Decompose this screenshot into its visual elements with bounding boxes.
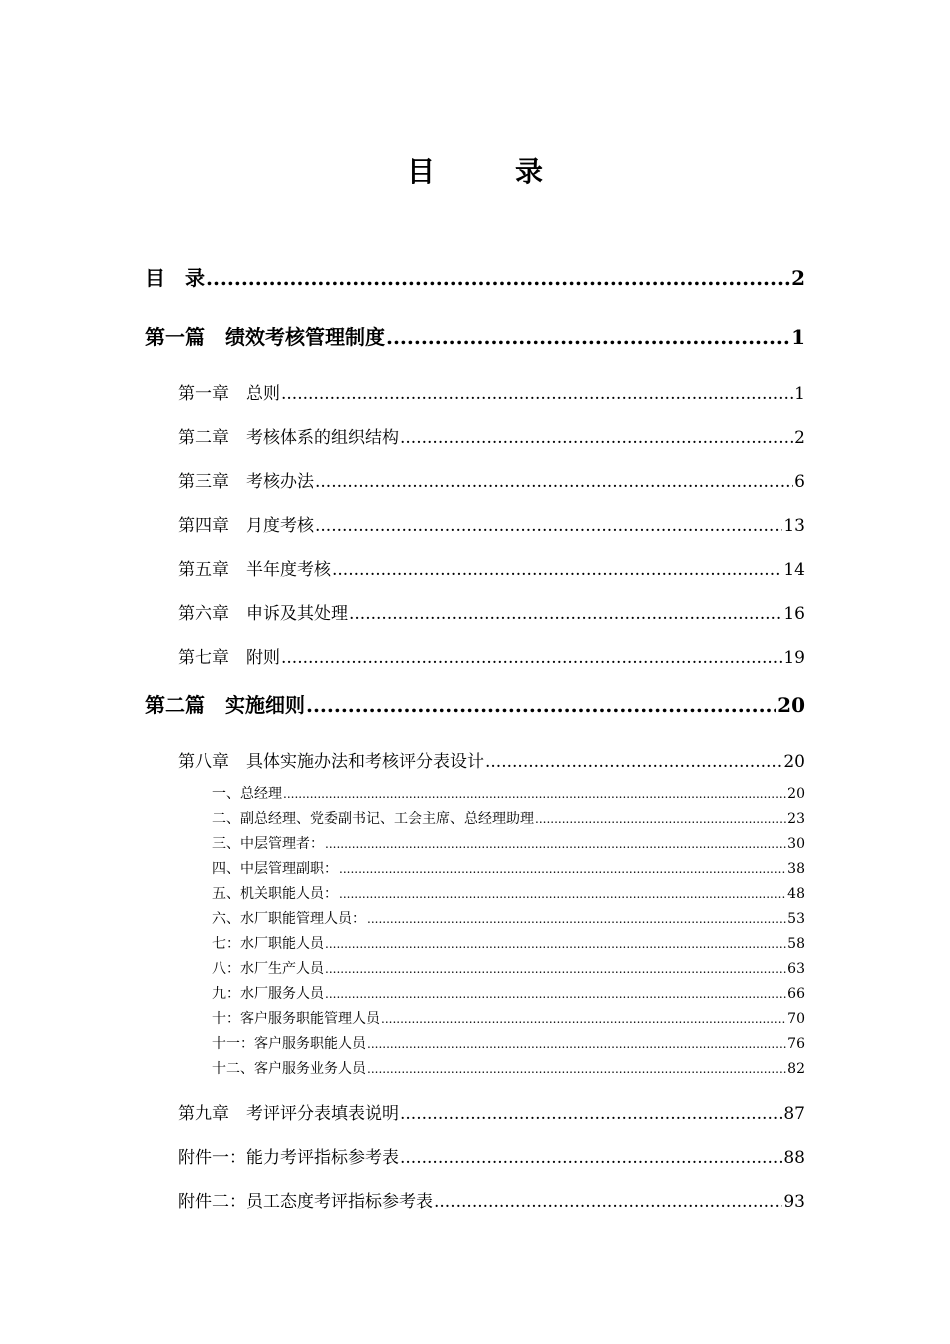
toc-entry[interactable] (212, 833, 805, 853)
toc-entry-label: 第四章 月度考核 (178, 516, 314, 536)
toc-entry-page: 48 (787, 886, 805, 902)
toc-entry-label: 七：水厂职能人员 (212, 936, 324, 952)
toc-entry-label: 第一篇 绩效考核管理制度 (145, 325, 385, 349)
toc-entry[interactable] (178, 1099, 805, 1124)
toc-entry-label: 十二、客户服务业务人员 (212, 1061, 366, 1077)
dot-leader (325, 986, 786, 1002)
toc-entry-page: 14 (783, 560, 805, 580)
toc-entry-label: 第二篇 实施细则 (145, 693, 305, 717)
toc-entry-label: 五、机关职能人员： (212, 886, 338, 902)
dot-leader (281, 648, 782, 668)
dot-leader (332, 560, 782, 580)
toc-entry-page: 20 (787, 786, 805, 802)
dot-leader (485, 752, 782, 772)
toc-entry-label: 九：水厂服务人员 (212, 986, 324, 1002)
toc-entry-label: 一、总经理 (212, 786, 282, 802)
toc-entry[interactable] (178, 643, 805, 668)
toc-entry-page: 93 (783, 1192, 805, 1212)
toc-entry[interactable] (212, 1058, 805, 1078)
dot-leader (434, 1192, 782, 1212)
toc-entry-page: 82 (787, 1061, 805, 1077)
toc-entry[interactable] (178, 1187, 805, 1212)
dot-leader (281, 384, 793, 404)
dot-leader (339, 886, 786, 902)
toc-entry-label: 第七章 附则 (178, 648, 280, 668)
toc-entry-label: 四、中层管理副职： (212, 861, 338, 877)
toc-entry-page: 76 (787, 1036, 805, 1052)
dot-leader (206, 266, 790, 290)
toc-entry-page: 1 (794, 384, 805, 404)
toc-entry-page: 13 (783, 516, 805, 536)
toc-entry-label: 附件一：能力考评指标参考表 (178, 1148, 399, 1168)
toc-entry-label: 二、副总经理、党委副书记、工会主席、总经理助理 (212, 811, 534, 827)
toc-entry-page: 6 (794, 472, 805, 492)
toc-entry[interactable] (145, 689, 805, 718)
toc-entry[interactable] (178, 379, 805, 404)
toc-entry-page: 38 (787, 861, 805, 877)
dot-leader (339, 861, 786, 877)
toc-entry[interactable] (178, 423, 805, 448)
toc-entry-label: 第六章 申诉及其处理 (178, 604, 348, 624)
dot-leader (400, 1148, 782, 1168)
toc-entry-page: 70 (787, 1011, 805, 1027)
dot-leader (386, 325, 790, 349)
dot-leader (400, 428, 793, 448)
toc-entry[interactable] (178, 599, 805, 624)
toc-entry-page: 63 (787, 961, 805, 977)
toc-entry-page: 1 (791, 325, 805, 349)
toc-entry-label: 第一章 总则 (178, 384, 280, 404)
toc-entry-page: 53 (787, 911, 805, 927)
toc-entry-label: 第九章 考评评分表填表说明 (178, 1104, 399, 1124)
toc-entry-label: 附件二：员工态度考评指标参考表 (178, 1192, 433, 1212)
toc-entry-label: 目 录 (145, 266, 205, 290)
toc-entry[interactable] (212, 933, 805, 953)
toc-entry-page: 88 (783, 1148, 805, 1168)
toc-entry-label: 第三章 考核办法 (178, 472, 314, 492)
toc-entry-label: 十一：客户服务职能人员 (212, 1036, 366, 1052)
dot-leader (381, 1011, 786, 1027)
dot-leader (325, 836, 786, 852)
toc-entry-page: 30 (787, 836, 805, 852)
toc-entry[interactable] (212, 1033, 805, 1053)
toc-entry[interactable] (178, 467, 805, 492)
toc-entry[interactable] (145, 321, 805, 350)
toc-entry[interactable] (212, 883, 805, 903)
dot-leader (315, 472, 793, 492)
toc-entry-label: 六、水厂职能管理人员： (212, 911, 366, 927)
toc-entry-page: 2 (794, 428, 805, 448)
toc-entry-page: 20 (777, 693, 805, 717)
document-title: 目 录 (406, 155, 569, 188)
toc-entry[interactable] (145, 262, 805, 291)
dot-leader (325, 936, 786, 952)
toc-entry[interactable] (212, 858, 805, 878)
toc-entry-label: 第五章 半年度考核 (178, 560, 331, 580)
dot-leader (283, 786, 786, 802)
toc-entry-page: 66 (787, 986, 805, 1002)
dot-leader (349, 604, 782, 624)
toc-entry[interactable] (212, 908, 805, 928)
dot-leader (325, 961, 786, 977)
dot-leader (367, 1061, 786, 1077)
toc-entry[interactable] (178, 747, 805, 772)
toc-entry-page: 19 (783, 648, 805, 668)
toc-entry-label: 三、中层管理者： (212, 836, 324, 852)
toc-entry-label: 第八章 具体实施办法和考核评分表设计 (178, 752, 484, 772)
toc-entry-page: 23 (787, 811, 805, 827)
dot-leader (367, 911, 786, 927)
dot-leader (535, 811, 786, 827)
toc-entry[interactable] (212, 1008, 805, 1028)
toc-entry[interactable] (178, 555, 805, 580)
dot-leader (315, 516, 782, 536)
toc-entry[interactable] (178, 1143, 805, 1168)
toc-entry[interactable] (178, 511, 805, 536)
toc-entry[interactable] (212, 783, 805, 803)
toc-entry-label: 八：水厂生产人员 (212, 961, 324, 977)
toc-entry-page: 20 (783, 752, 805, 772)
dot-leader (306, 693, 776, 717)
toc-entry-page: 2 (791, 266, 805, 290)
toc-entry-label: 十：客户服务职能管理人员 (212, 1011, 380, 1027)
dot-leader (400, 1104, 782, 1124)
toc-entry-page: 58 (787, 936, 805, 952)
toc-entry-page: 87 (783, 1104, 805, 1124)
toc-entry[interactable] (212, 983, 805, 1003)
toc-entry-page: 16 (783, 604, 805, 624)
dot-leader (367, 1036, 786, 1052)
toc-entry[interactable] (212, 808, 805, 828)
toc-entry-label: 第二章 考核体系的组织结构 (178, 428, 399, 448)
toc-entry[interactable] (212, 958, 805, 978)
